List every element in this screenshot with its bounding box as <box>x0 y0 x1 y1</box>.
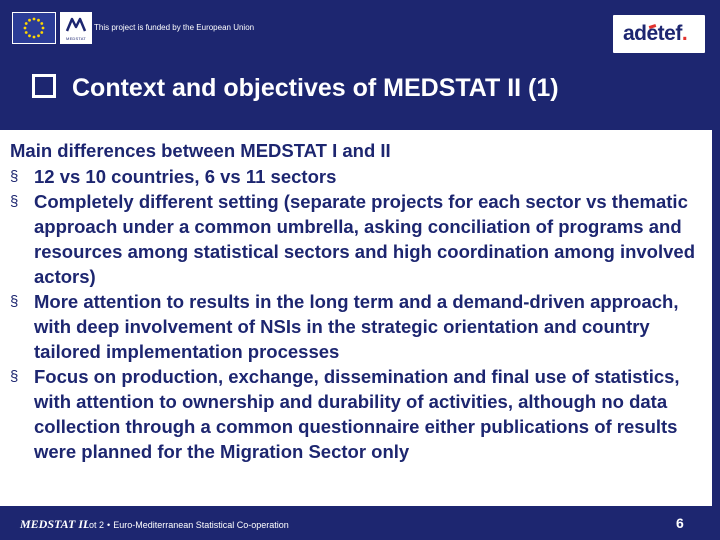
adetef-logo-text: adetef <box>623 22 682 45</box>
footer-separator: • <box>107 520 111 530</box>
bullet-text: Completely different setting (separate projects for each sector vs thematic approach under a common umbrella, asking conciliation of programs and resources among statistical sectors and high coordination among involved actors) <box>34 191 696 287</box>
bullet-list <box>10 164 702 464</box>
content-area <box>0 128 712 506</box>
footer-band <box>0 508 720 540</box>
bullet-text: Focus on production, exchange, dissemination and final use of statistics, with attention to ownership and durability of activities, although no data collection through a common questionnaire either publications of results were planned for the Migration Sector only <box>34 366 680 462</box>
section-bullet-icon: § <box>10 368 19 385</box>
medstat-logo <box>60 12 92 44</box>
adetef-logo <box>613 15 705 53</box>
square-bullet-icon <box>32 74 56 98</box>
section-bullet-icon: § <box>10 293 19 310</box>
bullet-item <box>10 164 702 189</box>
medstat-emblem-icon <box>61 13 91 37</box>
page-number: 6 <box>676 515 684 531</box>
section-bullet-icon: § <box>10 168 19 185</box>
bullet-text: 12 vs 10 countries, 6 vs 11 sectors <box>34 166 337 187</box>
adetef-logo-dot: . <box>681 22 688 45</box>
funding-statement: This project is funded by the European Union <box>94 23 255 32</box>
intro-heading: Main differences between MEDSTAT I and II <box>10 140 391 161</box>
bullet-item <box>10 189 702 289</box>
eu-flag-icon <box>12 12 56 44</box>
bullet-item <box>10 289 702 364</box>
footer-lot: Lot 2 <box>84 520 105 530</box>
medstat-logo-text: MEDSTAT <box>66 36 86 41</box>
bullet-text: More attention to results in the long term and a demand-driven approach, with deep involvement of NSIs in the strategic orientation and country tailored implementation processes <box>34 291 679 362</box>
section-bullet-icon: § <box>10 193 19 210</box>
footer-description: Euro-Mediterranean Statistical Co-operation <box>113 520 289 530</box>
slide-title: Context and objectives of MEDSTAT II (1) <box>72 74 559 102</box>
footer-caption <box>84 519 289 531</box>
slide-title-row <box>32 72 692 112</box>
footer-brand: MEDSTAT II <box>20 517 88 531</box>
bullet-item <box>10 364 702 464</box>
header-band <box>0 0 720 62</box>
